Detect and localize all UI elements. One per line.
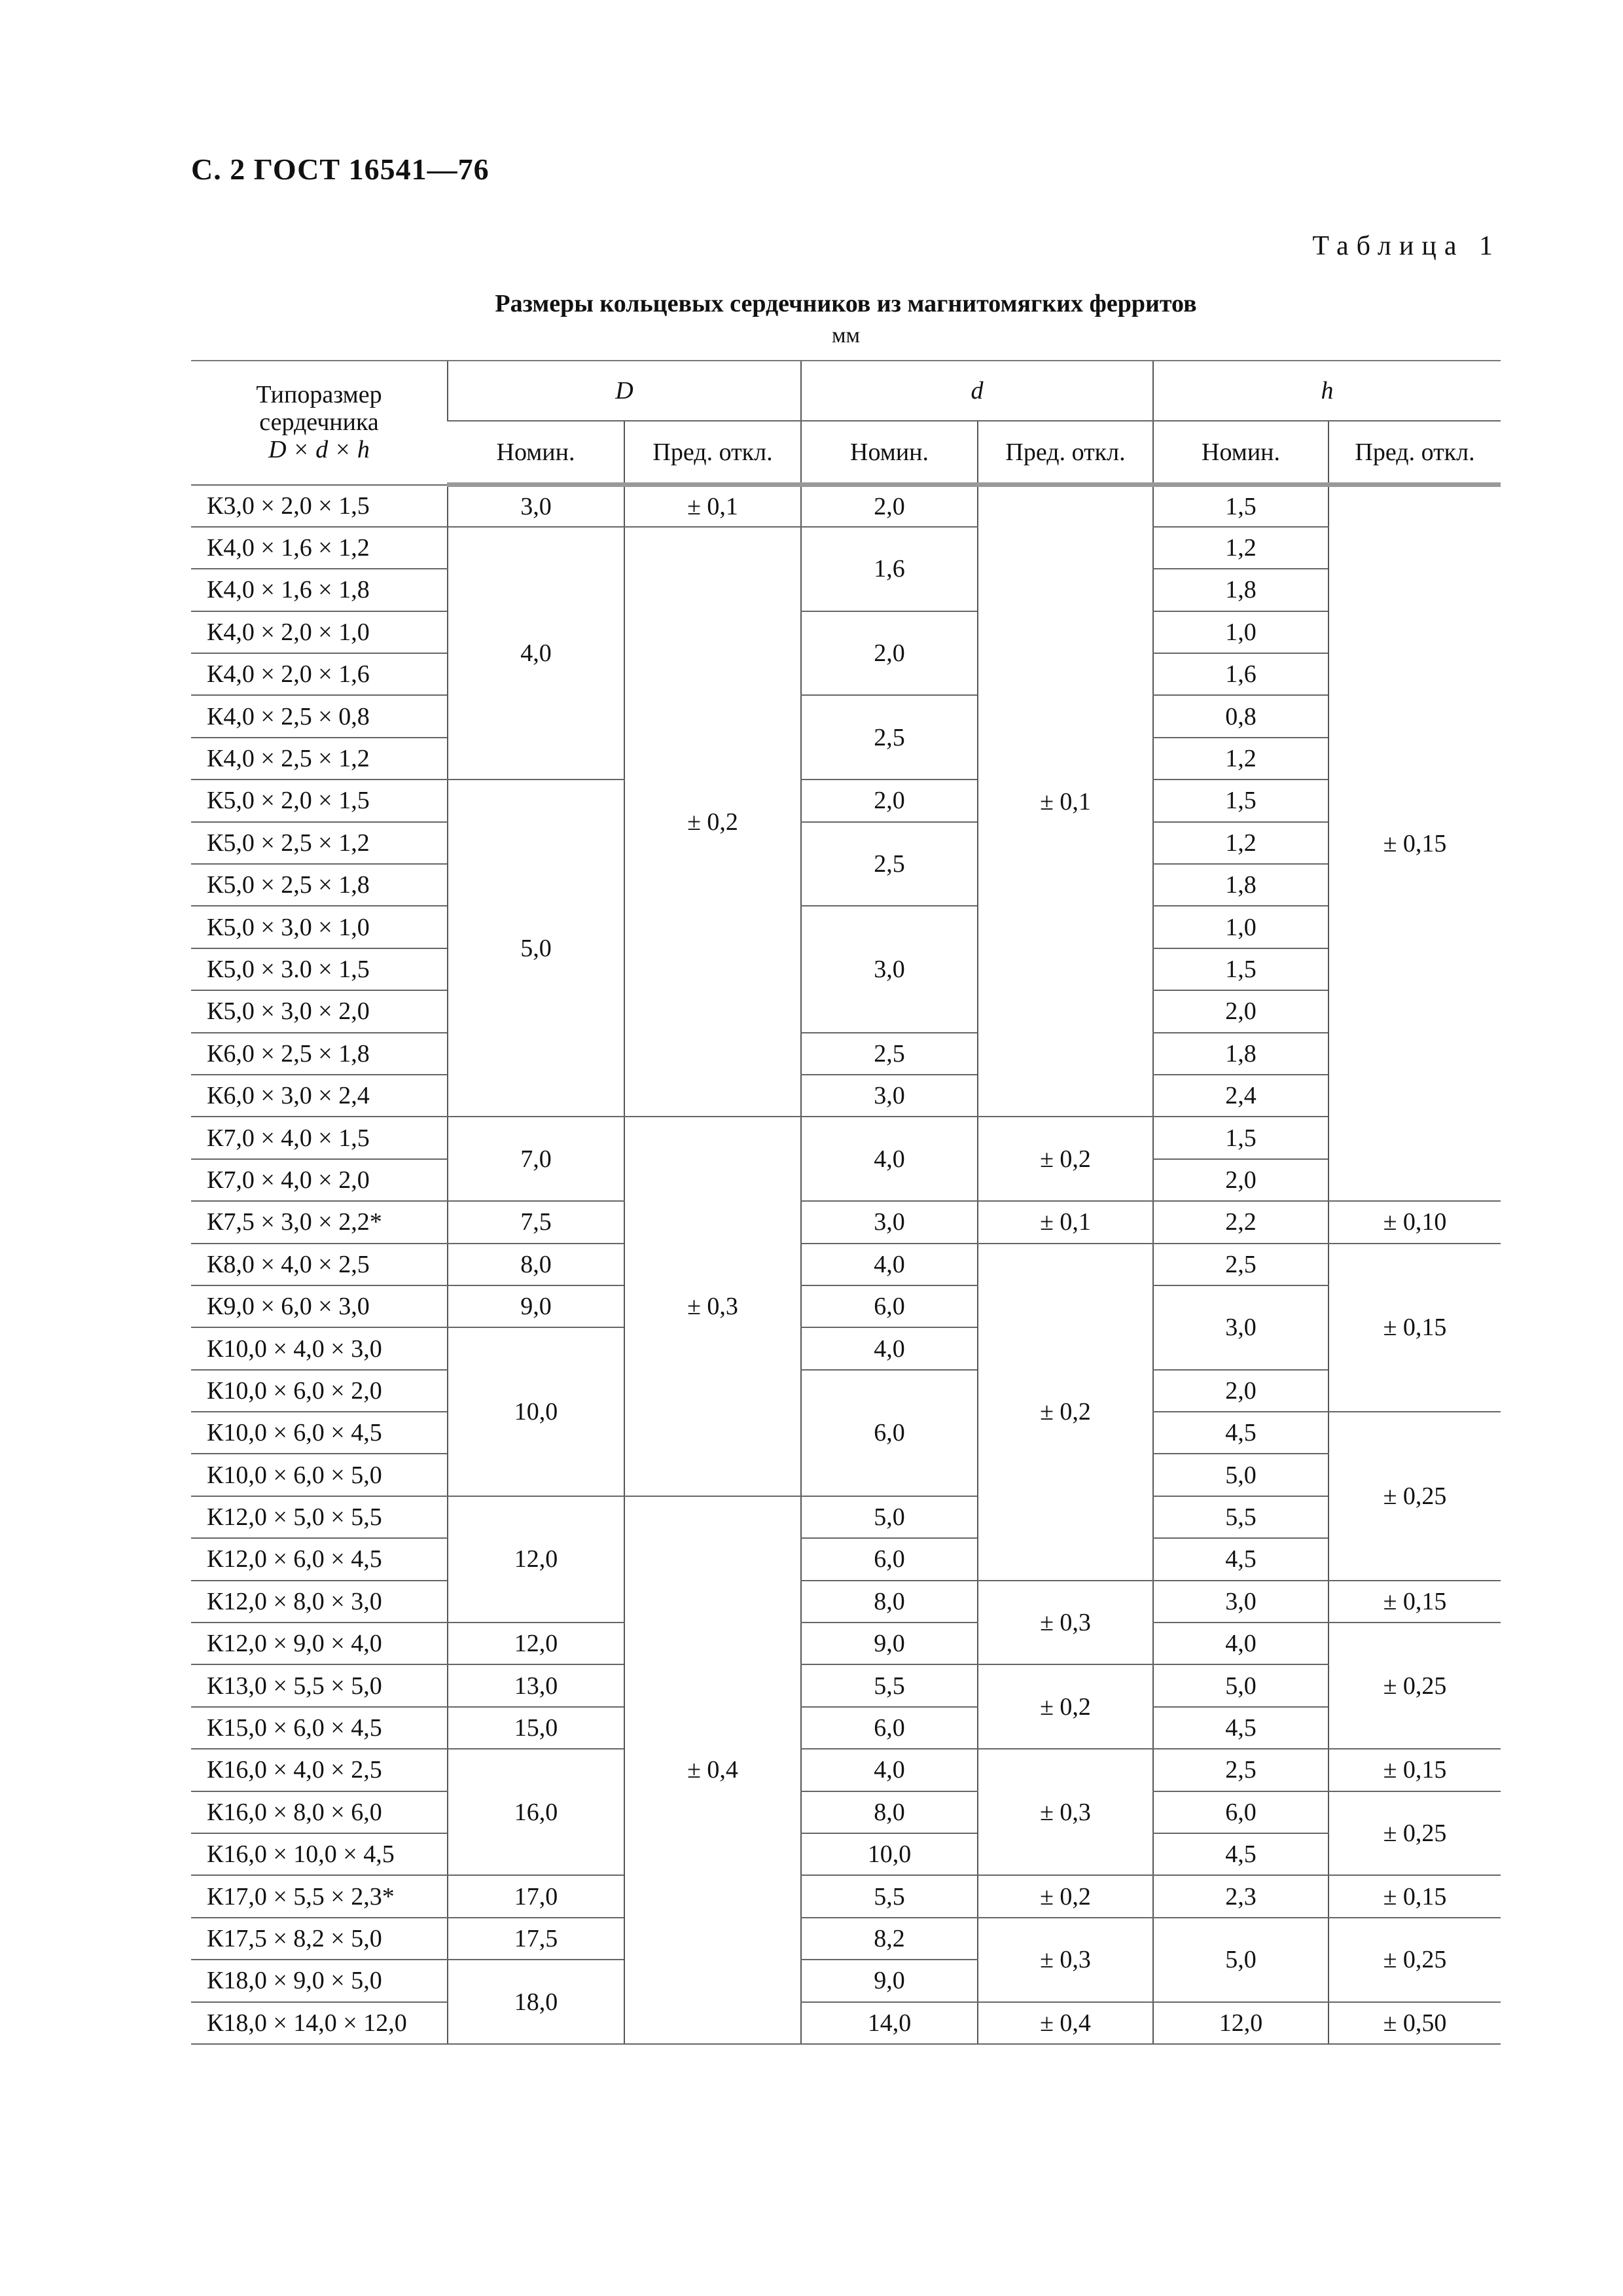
cell-h: 1,5 [1153, 948, 1329, 990]
cell-D: 13,0 [448, 1664, 624, 1706]
cell-name: К16,0 × 10,0 × 4,5 [191, 1833, 448, 1875]
cell-dt: ± 0,3 [978, 1918, 1153, 2002]
cell-h: 2,2 [1153, 1201, 1329, 1243]
cell-name: К4,0 × 1,6 × 1,2 [191, 527, 448, 569]
cell-h: 2,5 [1153, 1244, 1329, 1285]
cell-d: 9,0 [801, 1623, 978, 1664]
cell-h: 2,5 [1153, 1749, 1329, 1791]
table-row [191, 1749, 1501, 1791]
cell-d: 8,0 [801, 1791, 978, 1833]
header-D-tol: Пред. откл. [624, 421, 801, 485]
header-D: D [448, 361, 801, 421]
table-row [191, 1707, 1501, 1749]
cell-h: 3,0 [1153, 1285, 1329, 1370]
cell-h: 1,8 [1153, 569, 1329, 611]
cell-h: 6,0 [1153, 1791, 1329, 1833]
cell-d: 6,0 [801, 1370, 978, 1496]
cell-ht: ± 0,10 [1329, 1201, 1501, 1243]
cell-h: 2,0 [1153, 1159, 1329, 1201]
cell-h: 1,0 [1153, 611, 1329, 653]
cell-name: К10,0 × 6,0 × 4,5 [191, 1412, 448, 1454]
cell-D: 7,5 [448, 1201, 624, 1243]
cell-name: К9,0 × 6,0 × 3,0 [191, 1285, 448, 1327]
units-label: мм [831, 323, 861, 348]
header-d-tol: Пред. откл. [978, 421, 1153, 485]
table-row [191, 1833, 1501, 1875]
cell-h: 4,0 [1153, 1623, 1329, 1664]
cell-h: 1,8 [1153, 864, 1329, 906]
cell-name: К4,0 × 2,5 × 1,2 [191, 738, 448, 780]
cell-name: К10,0 × 6,0 × 5,0 [191, 1454, 448, 1496]
header-h-tol: Пред. откл. [1329, 421, 1501, 485]
header-row-1 [191, 361, 1501, 421]
header-h-nom: Номин. [1153, 421, 1329, 485]
table-row [191, 1581, 1501, 1623]
cell-h: 1,0 [1153, 906, 1329, 948]
table-row [191, 780, 1501, 821]
cell-name: К3,0 × 2,0 × 1,5 [191, 485, 448, 527]
cell-name: К12,0 × 5,0 × 5,5 [191, 1496, 448, 1538]
cell-ht: ± 0,25 [1329, 1623, 1501, 1749]
cell-d: 4,0 [801, 1244, 978, 1285]
cell-d: 6,0 [801, 1707, 978, 1749]
cell-dt: ± 0,2 [978, 1664, 1153, 1749]
cell-d: 2,0 [801, 780, 978, 821]
cell-d: 2,0 [801, 611, 978, 696]
cell-h: 1,5 [1153, 780, 1329, 821]
cell-d: 3,0 [801, 1201, 978, 1243]
cell-dt: ± 0,2 [978, 1875, 1153, 1917]
cell-name: К17,5 × 8,2 × 5,0 [191, 1918, 448, 1960]
cell-dt: ± 0,2 [978, 1117, 1153, 1201]
cell-h: 2,3 [1153, 1875, 1329, 1917]
cell-d: 5,5 [801, 1664, 978, 1706]
table-row [191, 1791, 1501, 1833]
table-row [191, 695, 1501, 737]
cell-d: 2,5 [801, 822, 978, 906]
cell-name: К4,0 × 1,6 × 1,8 [191, 569, 448, 611]
cell-d: 3,0 [801, 1075, 978, 1117]
cell-h: 1,6 [1153, 653, 1329, 695]
cell-D: 4,0 [448, 527, 624, 780]
cell-h: 3,0 [1153, 1581, 1329, 1623]
cell-D: 15,0 [448, 1707, 624, 1749]
cell-ht: ± 0,25 [1329, 1791, 1501, 1876]
cell-name: К4,0 × 2,0 × 1,6 [191, 653, 448, 695]
cell-name: К7,5 × 3,0 × 2,2* [191, 1201, 448, 1243]
cell-name: К18,0 × 9,0 × 5,0 [191, 1960, 448, 2001]
cell-h: 4,5 [1153, 1538, 1329, 1580]
table-row [191, 1285, 1501, 1327]
cell-ht: ± 0,50 [1329, 2002, 1501, 2044]
cell-d: 5,0 [801, 1496, 978, 1538]
cell-d: 5,5 [801, 1875, 978, 1917]
cell-D: 12,0 [448, 1496, 624, 1623]
page-header: С. 2 ГОСТ 16541—76 [191, 152, 490, 186]
dimensions-table [191, 360, 1501, 2045]
cell-h: 1,8 [1153, 1033, 1329, 1075]
cell-name: К5,0 × 3,0 × 1,0 [191, 906, 448, 948]
cell-name: К4,0 × 2,0 × 1,0 [191, 611, 448, 653]
cell-D: 7,0 [448, 1117, 624, 1201]
table-row [191, 906, 1501, 948]
header-D-nom: Номин. [448, 421, 624, 485]
cell-D: 17,0 [448, 1875, 624, 1917]
cell-name: К6,0 × 3,0 × 2,4 [191, 1075, 448, 1117]
cell-ht: ± 0,15 [1329, 1749, 1501, 1791]
table-row [191, 527, 1501, 569]
table-row [191, 485, 1501, 527]
cell-d: 6,0 [801, 1285, 978, 1327]
cell-name: К5,0 × 2,5 × 1,2 [191, 822, 448, 864]
cell-name: К5,0 × 2,0 × 1,5 [191, 780, 448, 821]
cell-h: 1,2 [1153, 527, 1329, 569]
cell-h: 4,5 [1153, 1412, 1329, 1454]
cell-d: 2,5 [801, 1033, 978, 1075]
cell-d: 8,2 [801, 1918, 978, 1960]
table-row [191, 1117, 1501, 1158]
cell-h: 0,8 [1153, 695, 1329, 737]
cell-name: К7,0 × 4,0 × 1,5 [191, 1117, 448, 1158]
cell-dt: ± 0,2 [978, 1244, 1153, 1581]
cell-name: К5,0 × 3,0 × 2,0 [191, 990, 448, 1032]
header-d: d [801, 361, 1153, 421]
cell-Dt: ± 0,4 [624, 1496, 801, 2044]
cell-h: 2,0 [1153, 1370, 1329, 1412]
cell-name: К17,0 × 5,5 × 2,3* [191, 1875, 448, 1917]
cell-ht: ± 0,15 [1329, 1244, 1501, 1412]
cell-D: 5,0 [448, 780, 624, 1117]
cell-h: 4,5 [1153, 1707, 1329, 1749]
cell-D: 8,0 [448, 1244, 624, 1285]
cell-name: К12,0 × 9,0 × 4,0 [191, 1623, 448, 1664]
cell-h: 5,0 [1153, 1664, 1329, 1706]
cell-name: К6,0 × 2,5 × 1,8 [191, 1033, 448, 1075]
cell-d: 4,0 [801, 1327, 978, 1369]
cell-d: 1,6 [801, 527, 978, 611]
header-type-line3: D × d × h [268, 435, 370, 463]
cell-name: К10,0 × 4,0 × 3,0 [191, 1327, 448, 1369]
cell-name: К7,0 × 4,0 × 2,0 [191, 1159, 448, 1201]
table-row [191, 822, 1501, 864]
cell-name: К10,0 × 6,0 × 2,0 [191, 1370, 448, 1412]
cell-name: К5,0 × 2,5 × 1,8 [191, 864, 448, 906]
cell-D: 3,0 [448, 485, 624, 527]
cell-h: 5,0 [1153, 1454, 1329, 1496]
cell-name: К16,0 × 4,0 × 2,5 [191, 1749, 448, 1791]
table-row [191, 1875, 1501, 1917]
cell-D: 18,0 [448, 1960, 624, 2044]
table-row [191, 611, 1501, 653]
cell-d: 9,0 [801, 1960, 978, 2001]
cell-D: 17,5 [448, 1918, 624, 1960]
cell-name: К12,0 × 6,0 × 4,5 [191, 1538, 448, 1580]
cell-d: 4,0 [801, 1117, 978, 1201]
table-row [191, 1623, 1501, 1664]
cell-dt: ± 0,4 [978, 2002, 1153, 2044]
cell-dt: ± 0,3 [978, 1749, 1153, 1875]
cell-h: 4,5 [1153, 1833, 1329, 1875]
table-row [191, 1033, 1501, 1075]
table-caption: Размеры кольцевых сердечников из магнитомягких ферритов [495, 290, 1197, 317]
table-row [191, 1370, 1501, 1412]
cell-dt: ± 0,3 [978, 1581, 1153, 1665]
cell-h: 2,4 [1153, 1075, 1329, 1117]
table-row [191, 1538, 1501, 1580]
cell-name: К5,0 × 3.0 × 1,5 [191, 948, 448, 990]
cell-name: К8,0 × 4,0 × 2,5 [191, 1244, 448, 1285]
cell-h: 1,2 [1153, 738, 1329, 780]
cell-name: К12,0 × 8,0 × 3,0 [191, 1581, 448, 1623]
table-row [191, 1918, 1501, 1960]
cell-Dt: ± 0,2 [624, 527, 801, 1117]
cell-name: К16,0 × 8,0 × 6,0 [191, 1791, 448, 1833]
cell-ht: ± 0,25 [1329, 1412, 1501, 1581]
cell-h: 12,0 [1153, 2002, 1329, 2044]
cell-h: 1,2 [1153, 822, 1329, 864]
cell-D: 9,0 [448, 1285, 624, 1327]
cell-d: 4,0 [801, 1749, 978, 1791]
table-label: Таблица 1 [1312, 231, 1501, 261]
table-row [191, 1664, 1501, 1706]
cell-D: 16,0 [448, 1749, 624, 1875]
header-h: h [1153, 361, 1501, 421]
cell-D: 12,0 [448, 1623, 624, 1664]
table-row [191, 1496, 1501, 1538]
cell-h: 5,0 [1153, 1918, 1329, 2002]
cell-h: 5,5 [1153, 1496, 1329, 1538]
header-type-line2: сердечника [259, 408, 379, 436]
header-d-nom: Номин. [801, 421, 978, 485]
cell-name: К15,0 × 6,0 × 4,5 [191, 1707, 448, 1749]
cell-dt: ± 0,1 [978, 485, 1153, 1117]
cell-h: 1,5 [1153, 1117, 1329, 1158]
cell-h: 1,5 [1153, 485, 1329, 527]
cell-name: К4,0 × 2,5 × 0,8 [191, 695, 448, 737]
table-row [191, 2002, 1501, 2044]
cell-d: 2,0 [801, 485, 978, 527]
cell-name: К13,0 × 5,5 × 5,0 [191, 1664, 448, 1706]
cell-ht: ± 0,15 [1329, 1875, 1501, 1917]
cell-ht: ± 0,25 [1329, 1918, 1501, 2002]
cell-h: 2,0 [1153, 990, 1329, 1032]
cell-d: 8,0 [801, 1581, 978, 1623]
table-row [191, 1075, 1501, 1117]
cell-d: 2,5 [801, 695, 978, 780]
cell-d: 3,0 [801, 906, 978, 1032]
cell-Dt: ± 0,3 [624, 1117, 801, 1496]
cell-ht: ± 0,15 [1329, 485, 1501, 1202]
table-row [191, 1244, 1501, 1285]
table-row [191, 1201, 1501, 1243]
cell-d: 14,0 [801, 2002, 978, 2044]
cell-name: К18,0 × 14,0 × 12,0 [191, 2002, 448, 2044]
cell-ht: ± 0,15 [1329, 1581, 1501, 1623]
cell-d: 6,0 [801, 1538, 978, 1580]
cell-d: 10,0 [801, 1833, 978, 1875]
cell-Dt: ± 0,1 [624, 485, 801, 527]
header-type-line1: Типоразмер [256, 381, 382, 409]
header-type-size [191, 361, 448, 485]
cell-dt: ± 0,1 [978, 1201, 1153, 1243]
table-body [191, 485, 1501, 2044]
cell-D: 10,0 [448, 1327, 624, 1496]
